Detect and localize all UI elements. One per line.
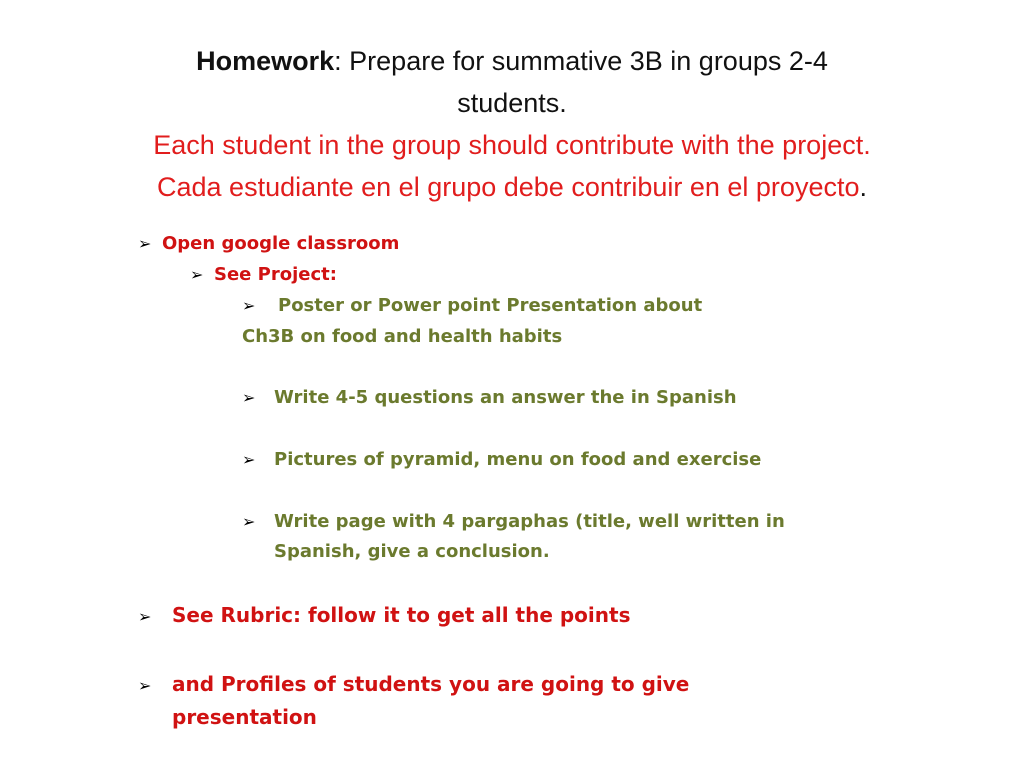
title-colon: : (334, 46, 350, 76)
bullet-text: Poster or Power point Presentation about (278, 295, 703, 316)
bullet-text: and Profiles of students you are going to give (172, 672, 690, 696)
arrow-bullet-icon: ➢ (138, 676, 152, 695)
arrow-bullet-icon: ➢ (190, 265, 204, 284)
bullet-text: Pictures of pyramid, menu on food and exercise (274, 449, 762, 470)
arrow-bullet-icon: ➢ (242, 296, 256, 315)
homework-label: Homework (196, 46, 335, 76)
bullet-open-classroom (138, 229, 399, 259)
bullet-text: Write page with 4 pargaphas (title, well written in (274, 511, 785, 532)
homework-title (40, 40, 984, 208)
arrow-bullet-icon: ➢ (242, 450, 256, 469)
title-line-2: students. (457, 88, 567, 118)
bullet-see-rubric (138, 598, 630, 634)
bullet-write-questions (242, 383, 737, 413)
bullet-text: See Project: (214, 264, 337, 285)
bullet-see-project (190, 260, 337, 290)
bullet-text: See Rubric: follow it to get all the points (172, 603, 631, 627)
title-line-1 (40, 40, 984, 82)
bullet-profiles-continued: presentation (172, 705, 317, 729)
arrow-bullet-icon: ➢ (138, 234, 152, 253)
bullet-write-page-continued: Spanish, give a conclusion. (274, 541, 550, 562)
arrow-bullet-icon: ➢ (138, 607, 152, 626)
title-line-4 (40, 166, 984, 208)
arrow-bullet-icon: ➢ (242, 512, 256, 531)
title-line4-text: Cada estudiante en el grupo debe contribuir en el proyecto (157, 172, 860, 202)
title-line1-text: Prepare for summative 3B in groups 2-4 (349, 46, 828, 76)
bullet-poster (242, 291, 702, 321)
bullet-poster-continued: Ch3B on food and health habits (242, 326, 563, 347)
bullet-text: Write 4-5 questions an answer the in Spanish (274, 387, 737, 408)
bullet-pictures (242, 445, 761, 475)
title-line-3: Each student in the group should contribute with the project. (153, 130, 871, 160)
bullet-text: Open google classroom (162, 233, 400, 254)
bullet-write-page (242, 507, 785, 537)
title-period: . (859, 172, 867, 202)
arrow-bullet-icon: ➢ (242, 388, 256, 407)
bullet-profiles (138, 667, 689, 703)
